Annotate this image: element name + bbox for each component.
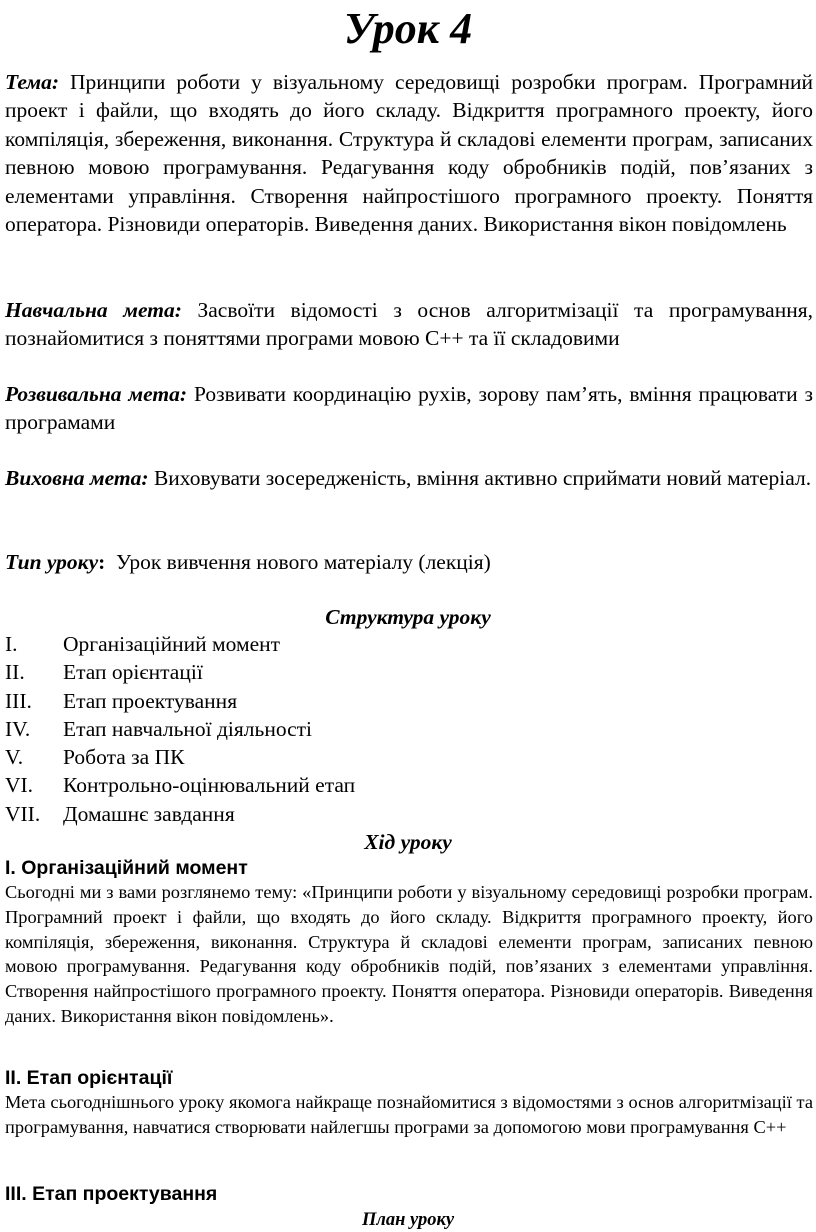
- list-item: I. Організаційний момент: [5, 632, 281, 656]
- dev-goal-text: Розвивати координацію рухів, зорову пам’ять, вміння працювати з програмами: [5, 382, 814, 435]
- topic-label: Тема:: [5, 70, 60, 94]
- section-text-orient: Мета сьогоднішнього уроку якомога найкраще познайомитися з відомостями з основ алгоритмізації та програмування, навчатися створювати найлегшы програми за допомогою мови програмування С++: [5, 1092, 813, 1137]
- lesson-type-colon: :: [98, 550, 106, 574]
- upbringing-goal-text: Виховувати зосередженість, вміння активно сприймати новий матеріал.: [153, 466, 812, 490]
- edu-goal-text: Засвоїти відомості з основ алгоритмізації та програмування, познайомитися з поняттями програми мовою С++ та її складовими: [5, 298, 813, 351]
- list-item: VI. Контрольно-оцінювальний етап: [5, 773, 356, 798]
- lesson-type-text: Урок вивчення нового матеріалу (лекція): [116, 550, 491, 574]
- list-item: VII. Домашнє завдання: [5, 801, 235, 826]
- structure-list: [5, 630, 355, 828]
- section-text-org: Сьогодні ми з вами розглянемо тему: «Принципи роботи у візуальному середовищі розробки програм. Програмний проект і файли, що входять до його складу. Відкриття програмного проекту, його компіляція, збереження, виконання. Структура й складові елементи програм, записаних певною мовою програмування. Редагування коду обробників подій, пов’язаних з елементами управління. Створення найпростішого програмного проекту. Поняття оператора. Різновиди операторів. Виведення даних. Використання вікон повідомлень».: [5, 882, 813, 1026]
- section-heading-design: III. Етап проектування: [5, 1183, 218, 1205]
- structure-heading: Структура уроку: [325, 605, 491, 629]
- course-heading: Хід уроку: [364, 830, 452, 854]
- upbringing-goal-label: Виховна мета:: [5, 466, 149, 490]
- section-heading-orient: II. Етап орієнтації: [5, 1067, 173, 1089]
- topic-text: Принципи роботи у візуальному середовищі розробки програм. Програмний проект і файли, що входять до його складу. Відкриття програмного проекту, його компіляція, збереження, виконання. Структура й складові елементи програм, записаних певною мовою програмування. Редагування коду обробників подій, пов’язаних з елементами управління. Створення найпростішого програмного проекту. Поняття оператора. Різновиди операторів. Виведення даних. Використання вікон повідомлень: [5, 70, 814, 237]
- list-item: IV. Етап навчальної діяльності: [5, 716, 313, 741]
- topic-paragraph: [5, 68, 813, 238]
- dev-goal-paragraph: [5, 380, 813, 437]
- section-heading-org: I. Організаційний момент: [5, 857, 248, 879]
- edu-goal-label: Навчальна мета:: [5, 298, 182, 322]
- lesson-title: Урок 4: [343, 4, 473, 53]
- list-item: V. Робота за ПК: [5, 745, 185, 770]
- plan-heading: План уроку: [361, 1210, 455, 1230]
- lesson-type-paragraph: [5, 548, 813, 576]
- lesson-type-label: Тип уроку: [5, 550, 99, 574]
- dev-goal-label: Розвивальна мета:: [5, 382, 188, 406]
- edu-goal-paragraph: [5, 296, 813, 353]
- list-item: II. Етап орієнтації: [5, 660, 203, 685]
- list-item: III. Етап проектування: [5, 688, 238, 713]
- upbringing-goal-paragraph: [5, 464, 813, 492]
